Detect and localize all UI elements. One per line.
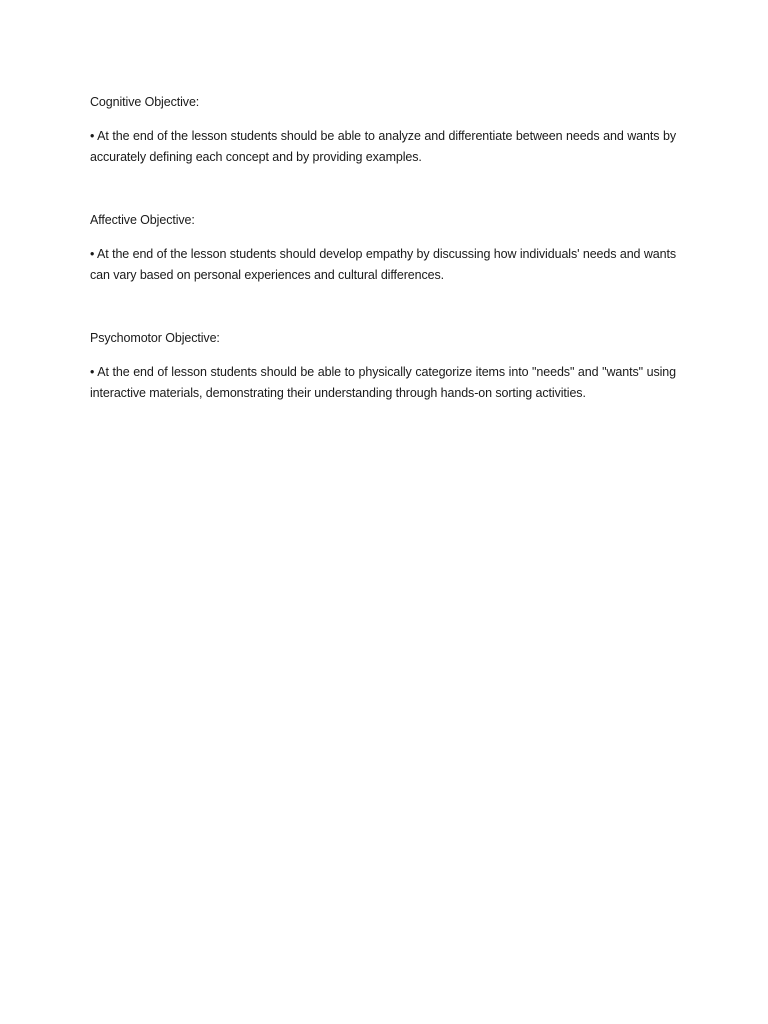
cognitive-objective-section [90,93,676,167]
document-body [90,93,676,403]
section-heading: Affective Objective: [90,213,195,227]
psychomotor-objective-section [90,329,676,403]
section-bullet: • At the end of the lesson students should develop empathy by discussing how individuals' needs and wants can vary based on personal experiences and cultural differences. [90,247,676,282]
section-bullet: • At the end of lesson students should be able to physically categorize items into "needs" and "wants" using interactive materials, demonstrating their understanding through hands-on sorting activities. [90,365,676,400]
section-heading: Psychomotor Objective: [90,331,220,345]
section-heading: Cognitive Objective: [90,95,200,109]
affective-objective-section [90,211,676,285]
section-bullet: • At the end of the lesson students should be able to analyze and differentiate between needs and wants by accurately defining each concept and by providing examples. [90,129,676,164]
